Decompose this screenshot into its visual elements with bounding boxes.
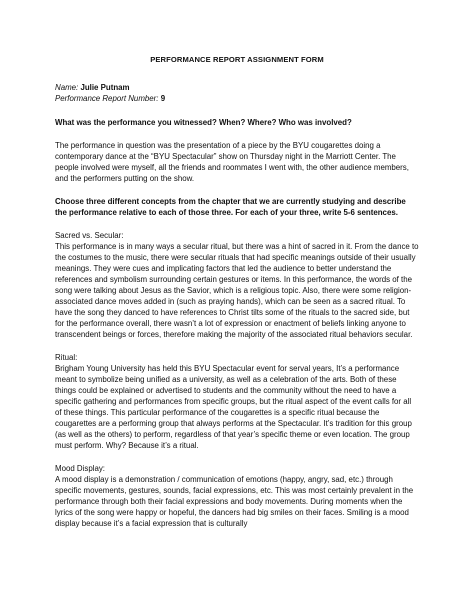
answer-one: The performance in question was the presentation of a piece by the BYU cougarettes doing a contemporary dance at the “BYU Spectacular” show on Thursday night in the Marriott Center. The people involved were myself, all the friends and roommates I went with, the other audience members, and the performers putting on the show. <box>55 141 409 183</box>
section-body-mood-display: A mood display is a demonstration / communication of emotions (happy, angry, sad, etc.) through specific movements, gestures, sounds, facial expressions, etc. This was most certainly prevalent in the performance through both their facial expressions and body movements. During moments when the lyrics of the song were happy or hopeful, the dancers had big smiles on their faces. Smiling is a mood display because it’s a facial expression that is culturally <box>55 475 414 528</box>
section-heading-mood-display: Mood Display: <box>55 464 105 473</box>
section-body-ritual: Brigham Young University has held this BYU Spectacular event for serval years, It’s a performance meant to symbolize being unified as a university, as well as a celebration of the arts. Both of these things could be explained or advertised to students and the community without the need to have a specific gathering and performances from specific groups, but the ritual aspect of the event calls for all of these things. This particular performance of the cougarettes is a specific ritual because the cougarettes are a performing group that always performs at the Spectacular. It’s tradition for this group (as well as the others) to perform, regardless of that year’s specific theme or even location. The group must perform. Why? Because it’s a ritual. <box>55 364 412 450</box>
report-number-value: 9 <box>160 94 166 103</box>
name-line <box>55 82 419 93</box>
document-content <box>55 54 419 529</box>
report-number-line <box>55 93 419 104</box>
section-body-sacred-secular: This performance is in many ways a secular ritual, but there was a hint of sacred in it. From the dance to the costumes to the music, there were secular rituals that had specific meanings outside of their usually meanings. They were cues and implicating factors that led the audience to better understand the references and symbolism surrounding certain gestures or items. In this performance, the words of the song were talking about Jesus as the Savior, which is a religious topic. Also, there were some religion-associated dance moves added in (such as praying hands), which can be seen as a sacred ritual. To have the song they danced to have references to Christ tilts some of the rituals to the sacred side, but for the performance overall, there wasn’t a lot of expression or enactment of beliefs linking anyone to transcendent beings or forces, therefore making the majority of the associated ritual behaviors secular. <box>55 242 419 339</box>
report-number-label: Performance Report Number: <box>55 94 159 103</box>
question-two: Choose three different concepts from the chapter that we are currently studying and describe the performance relative to each of those three. For each of your three, write 5-6 sentences. <box>55 197 406 217</box>
section-heading-sacred-secular: Sacred vs. Secular: <box>55 231 124 240</box>
document-title: PERFORMANCE REPORT ASSIGNMENT FORM <box>150 55 324 64</box>
name-value: Julie Putnam <box>80 83 130 92</box>
question-one: What was the performance you witnessed? When? Where? Who was involved? <box>55 118 352 127</box>
name-label: Name: <box>55 83 79 92</box>
section-heading-ritual: Ritual: <box>55 353 78 362</box>
